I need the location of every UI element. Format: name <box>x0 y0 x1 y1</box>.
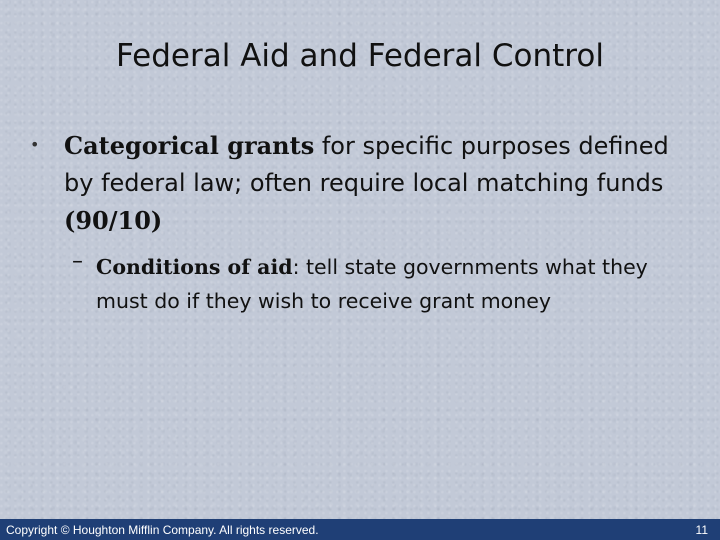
bullet-level-1 <box>64 127 684 240</box>
page-number: 11 <box>695 523 708 537</box>
slide-title: Federal Aid and Federal Control <box>116 38 604 74</box>
footer-copyright: Copyright © Houghton Mifflin Company. All rights reserved. <box>6 523 319 537</box>
bullet-marker-level-2: – <box>72 249 83 274</box>
bullet-1-emphasis: (90/10) <box>64 206 163 235</box>
footer-bar <box>0 519 720 540</box>
bullet-2-term: Conditions of aid <box>96 255 293 279</box>
bullet-1-term: Categorical grants <box>64 131 315 160</box>
bullet-level-2 <box>96 250 696 318</box>
bullet-1-text: for specific purposes defined by federal law; often require local matching funds <box>64 132 669 197</box>
bullet-marker-level-1: • <box>30 135 40 154</box>
bullet-2-text: : tell state governments what they must do if they wish to receive grant money <box>96 255 648 313</box>
